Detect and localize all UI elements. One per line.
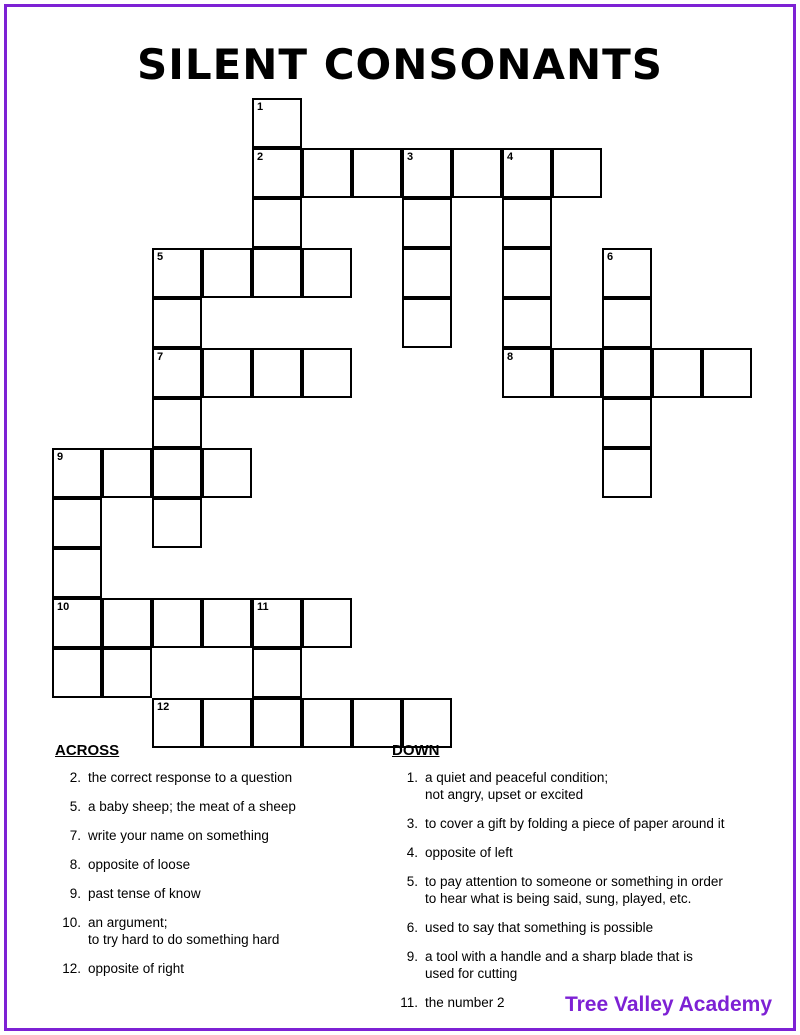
across-heading: ACROSS [55, 742, 120, 759]
across-clue-item [55, 885, 385, 902]
down-clue-item [392, 873, 772, 907]
grid-cell[interactable] [152, 448, 202, 498]
grid-cell-number: 2 [257, 151, 264, 163]
across-clue-item [55, 798, 385, 815]
clues-section [0, 742, 800, 1022]
clue-number: 10. [62, 915, 81, 930]
page-title: SILENT CONSONANTS [136, 40, 664, 89]
down-clue-list [392, 769, 772, 1011]
across-clue-list [55, 769, 385, 977]
clue-number: 11. [400, 995, 418, 1010]
grid-cell-number: 11 [257, 601, 269, 613]
grid-cell[interactable] [202, 598, 252, 648]
grid-cell[interactable] [102, 598, 152, 648]
clue-text: opposite of loose [88, 857, 191, 872]
grid-cell[interactable] [152, 298, 202, 348]
down-clue-item [392, 919, 772, 936]
grid-cell[interactable] [152, 698, 202, 748]
clue-number: 8. [69, 857, 81, 872]
down-clues-column [392, 742, 772, 1023]
grid-cell[interactable] [52, 448, 102, 498]
grid-cell[interactable] [402, 298, 452, 348]
clue-text: opposite of right [88, 961, 185, 976]
grid-cell-number: 1 [257, 101, 264, 113]
grid-cell[interactable] [152, 498, 202, 548]
grid-cell[interactable] [302, 248, 352, 298]
grid-cell[interactable] [602, 348, 652, 398]
grid-cell-number: 4 [507, 151, 514, 163]
grid-cell[interactable] [252, 648, 302, 698]
grid-cell[interactable] [202, 698, 252, 748]
grid-cell[interactable] [502, 348, 552, 398]
clue-number: 3. [406, 816, 418, 831]
down-clue-item [392, 948, 772, 982]
down-clue-item [392, 844, 772, 861]
across-clue-item [55, 960, 385, 977]
grid-cell[interactable] [152, 348, 202, 398]
grid-cell[interactable] [702, 348, 752, 398]
clue-number: 12. [62, 961, 81, 976]
clue-text: to cover a gift by folding a piece of paper around it [425, 816, 725, 831]
grid-cell[interactable] [502, 198, 552, 248]
across-clue-item [55, 856, 385, 873]
clue-number: 5. [69, 799, 81, 814]
down-heading: DOWN [392, 742, 440, 759]
grid-cell[interactable] [352, 148, 402, 198]
grid-cell[interactable] [52, 648, 102, 698]
down-clue-item [392, 769, 772, 803]
grid-cell[interactable] [252, 148, 302, 198]
grid-cell[interactable] [552, 148, 602, 198]
grid-cell[interactable] [302, 598, 352, 648]
grid-cell[interactable] [602, 398, 652, 448]
grid-cell[interactable] [652, 348, 702, 398]
grid-cell[interactable] [152, 398, 202, 448]
grid-cell-number: 3 [407, 151, 414, 163]
grid-cell-number: 7 [157, 351, 164, 363]
grid-cell-number: 12 [157, 701, 170, 713]
grid-cell[interactable] [102, 448, 152, 498]
clue-number: 1. [406, 770, 418, 785]
clue-text: write your name on something [88, 828, 269, 843]
clue-number: 5. [406, 874, 418, 889]
grid-cell[interactable] [402, 198, 452, 248]
clue-number: 2. [69, 770, 81, 785]
grid-cell-number: 5 [157, 251, 164, 263]
grid-cell-number: 6 [607, 251, 614, 263]
grid-cell[interactable] [502, 298, 552, 348]
grid-cell[interactable] [302, 698, 352, 748]
grid-cell[interactable] [252, 198, 302, 248]
clue-text: a quiet and peaceful condition; not angry, upset or excited [425, 770, 609, 802]
grid-cell[interactable] [302, 148, 352, 198]
down-clue-item [392, 815, 772, 832]
clue-number: 7. [69, 828, 81, 843]
clue-number: 9. [69, 886, 81, 901]
grid-cell[interactable] [152, 598, 202, 648]
clue-number: 6. [406, 920, 418, 935]
grid-cell[interactable] [352, 698, 402, 748]
grid-cell[interactable] [402, 148, 452, 198]
grid-cell[interactable] [602, 298, 652, 348]
grid-cell[interactable] [202, 248, 252, 298]
grid-cell[interactable] [52, 498, 102, 548]
grid-cell[interactable] [502, 248, 552, 298]
grid-cell[interactable] [402, 698, 452, 748]
clue-text: past tense of know [88, 886, 201, 901]
across-clue-item [55, 827, 385, 844]
clue-text: the number 2 [425, 995, 505, 1010]
grid-cell[interactable] [252, 598, 302, 648]
brand-label: Tree Valley Academy [564, 993, 772, 1016]
grid-cell[interactable] [602, 248, 652, 298]
grid-cell[interactable] [202, 448, 252, 498]
clue-number: 9. [406, 949, 418, 964]
grid-cell-number: 8 [507, 351, 514, 363]
across-clue-item [55, 914, 385, 948]
grid-cell[interactable] [452, 148, 502, 198]
grid-cell[interactable] [252, 698, 302, 748]
clue-text: the correct response to a question [88, 770, 293, 785]
grid-cell[interactable] [602, 448, 652, 498]
across-clue-item [55, 769, 385, 786]
grid-cell-number: 10 [57, 601, 70, 613]
grid-cell-number: 9 [57, 451, 64, 463]
clue-text: opposite of left [425, 845, 513, 860]
grid-cell[interactable] [102, 648, 152, 698]
grid-cell[interactable] [252, 348, 302, 398]
across-clues-column [55, 742, 385, 989]
grid-cell[interactable] [552, 348, 602, 398]
clue-text: used to say that something is possible [425, 920, 654, 935]
grid-cell[interactable] [302, 348, 352, 398]
grid-cell[interactable] [152, 248, 202, 298]
grid-cell[interactable] [402, 248, 452, 298]
grid-cell[interactable] [52, 598, 102, 648]
clue-text: a baby sheep; the meat of a sheep [88, 799, 296, 814]
clue-text: to pay attention to someone or something in order to hear what is being said, sung, played, etc. [425, 874, 723, 906]
grid-cell[interactable] [52, 548, 102, 598]
grid-cell[interactable] [252, 98, 302, 148]
clue-text: a tool with a handle and a sharp blade that is used for cutting [425, 949, 693, 981]
clue-text: an argument; to try hard to do something hard [88, 915, 280, 947]
grid-cell[interactable] [202, 348, 252, 398]
grid-cell[interactable] [502, 148, 552, 198]
clue-number: 4. [406, 845, 418, 860]
grid-cell[interactable] [252, 248, 302, 298]
